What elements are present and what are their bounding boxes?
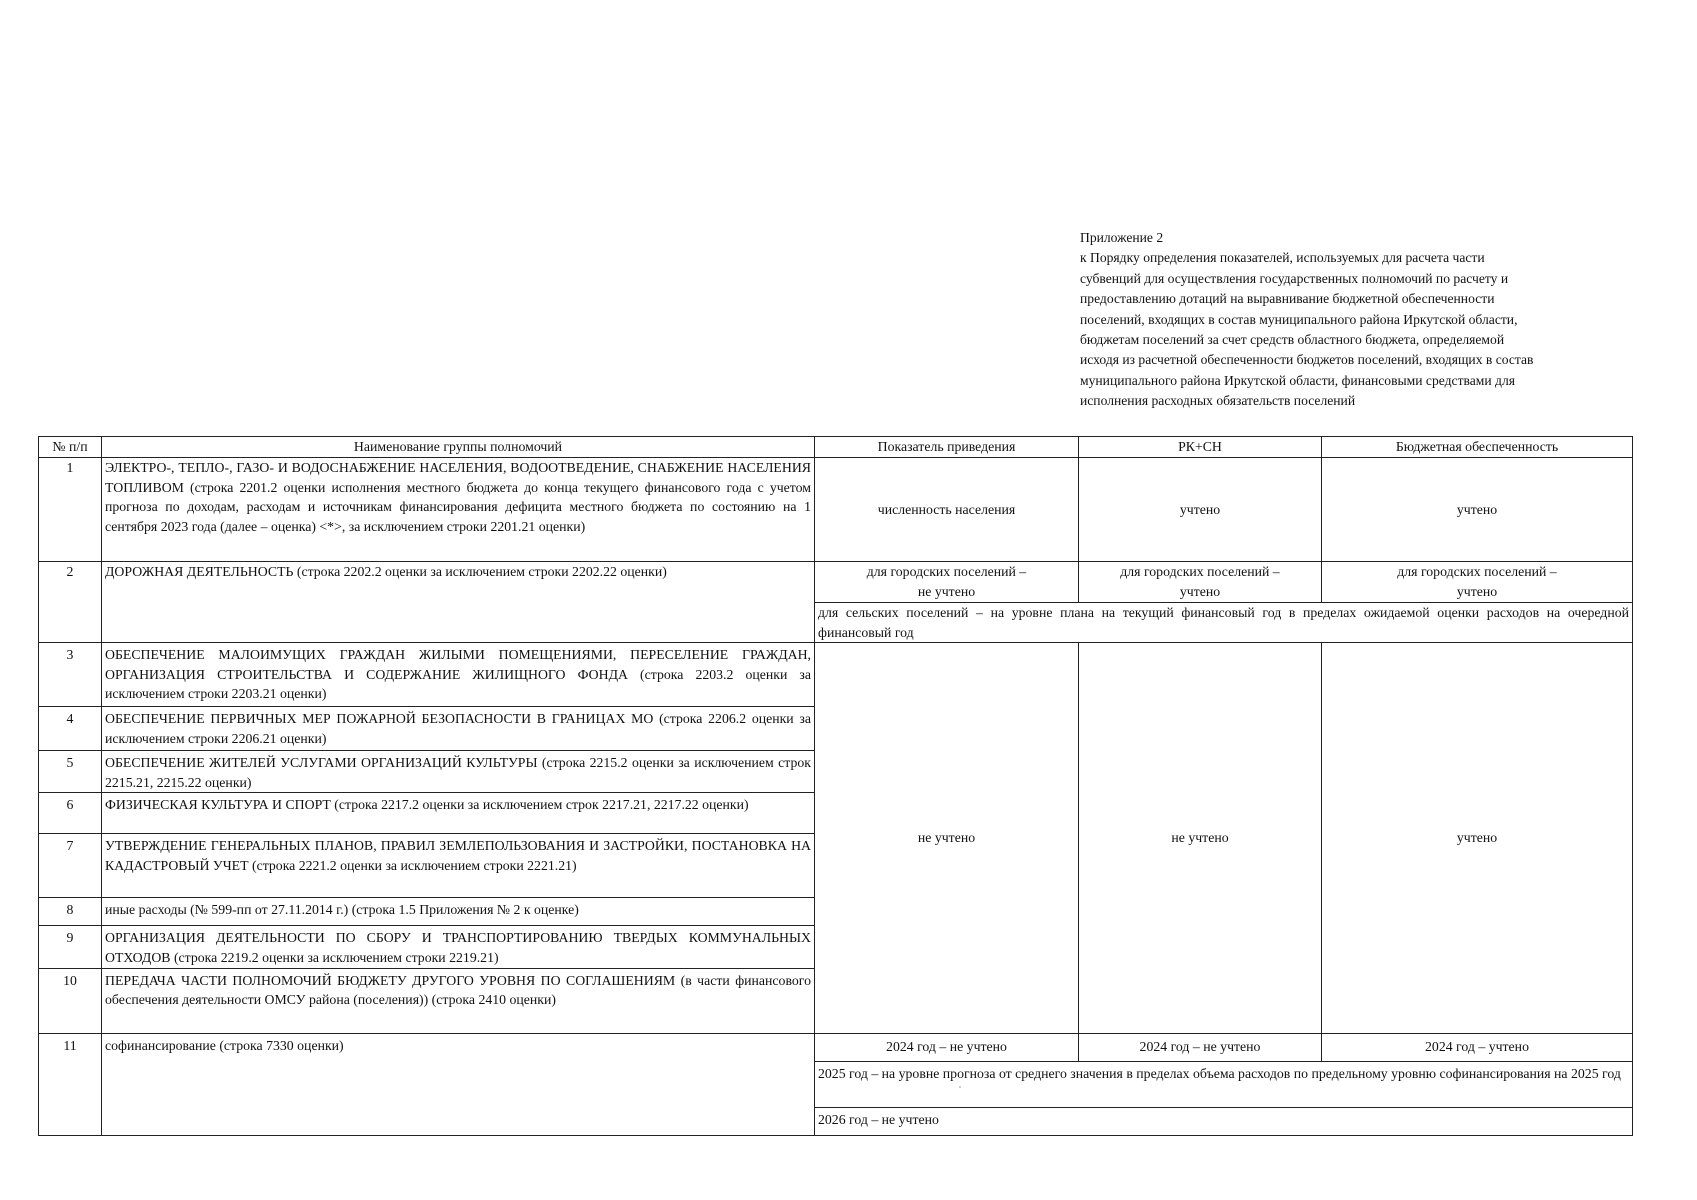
row-num: 3: [39, 643, 102, 707]
row-budget-line1: для городских поселений –: [1397, 564, 1557, 579]
row-budget: учтено: [1322, 458, 1633, 562]
row-num: 6: [39, 793, 102, 834]
table-row: [39, 643, 1633, 707]
row-name: УТВЕРЖДЕНИЕ ГЕНЕРАЛЬНЫХ ПЛАНОВ, ПРАВИЛ ЗЕМЛЕПОЛЬЗОВАНИЯ И ЗАСТРОЙКИ, ПОСТАНОВКА НА КАДАСТРОВЫЙ УЧЕТ (строка 2221.2 оценки за исключением строки 2221.21): [102, 834, 815, 898]
row-num: 10: [39, 968, 102, 1033]
row-num: 2: [39, 562, 102, 643]
appendix-line: бюджетам поселений за счет средств областного бюджета, определяемой: [1080, 332, 1505, 348]
table-row: [39, 458, 1633, 562]
row-num: 11: [39, 1033, 102, 1135]
row-num: 4: [39, 707, 102, 751]
row-indicator-line2: не учтено: [917, 583, 976, 599]
row-name: ДОРОЖНАЯ ДЕЯТЕЛЬНОСТЬ (строка 2202.2 оценки за исключением строки 2202.22 оценки): [102, 562, 815, 643]
group-budget: учтено: [1322, 643, 1633, 1033]
table-row: [39, 1033, 1633, 1061]
row-num: 9: [39, 926, 102, 968]
row-name: ПЕРЕДАЧА ЧАСТИ ПОЛНОМОЧИЙ БЮДЖЕТУ ДРУГОГО УРОВНЯ ПО СОГЛАШЕНИЯМ (в части финансового обеспечения деятельности ОМСУ района (поселения)) (строка 2410 оценки): [102, 968, 815, 1033]
row-num: 5: [39, 751, 102, 793]
header-rk: РК+СН: [1079, 437, 1322, 458]
appendix-line: поселений, входящих в состав муниципального района Иркутской области,: [1080, 311, 1518, 327]
row-num: 7: [39, 834, 102, 898]
appendix-line: муниципального района Иркутской области, финансовыми средствами для: [1080, 372, 1516, 388]
powers-table: [38, 436, 1633, 1136]
row-rk-line1: для городских поселений –: [1120, 564, 1280, 579]
row-rural-note: для сельских поселений – на уровне плана на текущий финансовый год в пределах ожидаемой оценки расходов на очередной финансовый год: [815, 603, 1633, 643]
row-name: ОРГАНИЗАЦИЯ ДЕЯТЕЛЬНОСТИ ПО СБОРУ И ТРАНСПОРТИРОВАНИЮ ТВЕРДЫХ КОММУНАЛЬНЫХ ОТХОДОВ (строка 2219.2 оценки за исключением строки 2219.21): [102, 926, 815, 968]
row-budget-line2: учтено: [1456, 583, 1498, 599]
row-rk: 2024 год – не учтено: [1079, 1033, 1322, 1061]
scan-speck: [959, 1086, 961, 1088]
row-name: ОБЕСПЕЧЕНИЕ МАЛОИМУЩИХ ГРАЖДАН ЖИЛЫМИ ПОМЕЩЕНИЯМИ, ПЕРЕСЕЛЕНИЕ ГРАЖДАН, ОРГАНИЗАЦИЯ СТРОИТЕЛЬСТВА И СОДЕРЖАНИЕ ЖИЛИЩНОГО ФОНДА (строка 2203.2 оценки за исключением строки 2203.21 оценки): [102, 643, 815, 707]
group-rk: не учтено: [1079, 643, 1322, 1033]
row-name: софинансирование (строка 7330 оценки): [102, 1033, 815, 1135]
appendix-line: субвенций для осуществления государственных полномочий по расчету и: [1080, 270, 1509, 286]
appendix-line: исходя из расчетной обеспеченности бюджетов поселений, входящих в состав: [1080, 352, 1534, 368]
row-rk: учтено: [1079, 458, 1322, 562]
row-rk-line2: учтено: [1179, 583, 1221, 599]
header-budget: Бюджетная обеспеченность: [1322, 437, 1633, 458]
row-name: ФИЗИЧЕСКАЯ КУЛЬТУРА И СПОРТ (строка 2217.2 оценки за исключением строк 2217.21, 2217.22 оценки): [102, 793, 815, 834]
row-2026-note: 2026 год – не учтено: [815, 1107, 1633, 1135]
appendix-line: к Порядку определения показателей, используемых для расчета части: [1080, 250, 1485, 266]
header-name: Наименование группы полномочий: [102, 437, 815, 458]
row-budget: [1322, 562, 1633, 603]
row-indicator-line1: для городских поселений –: [866, 564, 1027, 579]
row-indicator: 2024 год – не учтено: [815, 1033, 1079, 1061]
table-header-row: [39, 437, 1633, 458]
table-row: [39, 562, 1633, 603]
row-indicator: численность населения: [815, 458, 1079, 562]
header-indicator: Показатель приведения: [815, 437, 1079, 458]
appendix-line: исполнения расходных обязательств поселений: [1080, 393, 1356, 409]
appendix-line: предоставлению дотаций на выравнивание бюджетной обеспеченности: [1080, 291, 1495, 307]
row-indicator: [815, 562, 1079, 603]
row-num: 1: [39, 458, 102, 562]
row-name: ЭЛЕКТРО-, ТЕПЛО-, ГАЗО- И ВОДОСНАБЖЕНИЕ НАСЕЛЕНИЯ, ВОДООТВЕДЕНИЕ, СНАБЖЕНИЕ НАСЕЛЕНИЯ ТОПЛИВОМ (строка 2201.2 оценки исполнения местного бюджета до конца текущего финансового года с учетом прогноза по доходам, расходам и источникам финансирования дефицита местного бюджета по состоянию на 1 сентября 2023 года (далее – оценка) <*>, за исключением строки 2201.21 оценки): [102, 458, 815, 562]
header-num: № п/п: [39, 437, 102, 458]
row-name: ОБЕСПЕЧЕНИЕ ЖИТЕЛЕЙ УСЛУГАМИ ОРГАНИЗАЦИЙ КУЛЬТУРЫ (строка 2215.2 оценки за исключением строк 2215.21, 2215.22 оценки): [102, 751, 815, 793]
appendix-block: [1080, 228, 1625, 412]
row-name: ОБЕСПЕЧЕНИЕ ПЕРВИЧНЫХ МЕР ПОЖАРНОЙ БЕЗОПАСНОСТИ В ГРАНИЦАХ МО (строка 2206.2 оценки за исключением строки 2206.21 оценки): [102, 707, 815, 751]
row-rk: [1079, 562, 1322, 603]
group-indicator: не учтено: [815, 643, 1079, 1033]
row-2025-note: 2025 год – на уровне прогноза от среднего значения в пределах объема расходов по предельному уровню софинансирования на 2025 год: [815, 1061, 1633, 1107]
row-num: 8: [39, 898, 102, 926]
row-name: иные расходы (№ 599-пп от 27.11.2014 г.) (строка 1.5 Приложения № 2 к оценке): [102, 898, 815, 926]
appendix-title: Приложение 2: [1080, 230, 1164, 245]
row-budget: 2024 год – учтено: [1322, 1033, 1633, 1061]
